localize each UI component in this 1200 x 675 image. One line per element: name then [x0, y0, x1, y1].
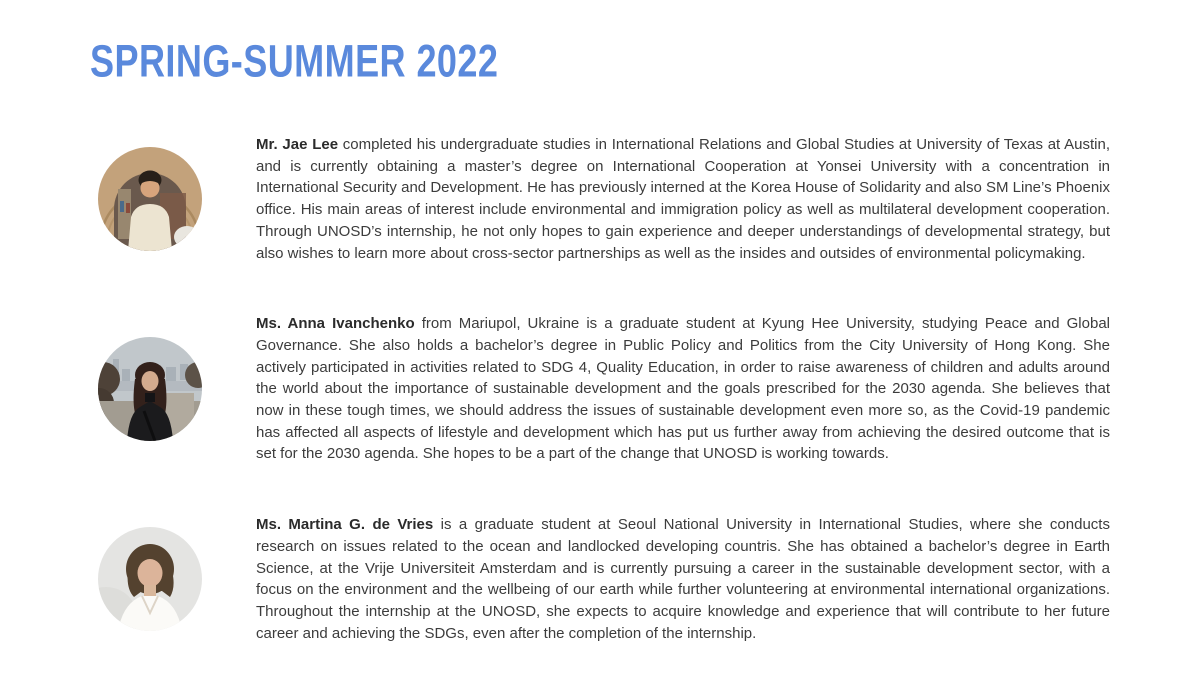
profile-bio-text: is a graduate student at Seoul National University in International Studies, where she conducts research on issues related to the ocean and landlocked developing countris. She has obtained a bachelor’s degree in Earth Science, at the Vrije Universiteit Amsterdam and is currently pursuing a career in the sustainable development sector, with a focus on the environment and the wellbeing of our earth while further volunteering at environmental international organizations. Throughout the internship at the UNOSD, she expects to acquire knowledge and experience that will contribute to her future career and achieving the SDGs, even after the completion of the internship.: [256, 516, 1110, 642]
profile-row-martina-de-vries: [98, 514, 1110, 644]
profile-photo-anna-ivanchenko: [98, 337, 202, 441]
profile-name: Mr. Jae Lee: [256, 136, 339, 153]
profile-row-jae-lee: [98, 134, 1110, 264]
profile-photo-martina-de-vries: [98, 527, 202, 631]
profile-row-anna-ivanchenko: [98, 313, 1110, 465]
profile-bio-text: from Mariupol, Ukraine is a graduate student at Kyung Hee University, studying Peace and Global Governance. She also holds a bachelor’s degree in Public Policy and Politics from the City University of Hong Kong. She actively participated in activities related to SDG 4, Quality Education, in order to raise awareness of children and adults around the world about the importance of sustainable development and the goals prescribed for the 2030 agenda. She believes that now in these tough times, we should address the issues of sustainable development even more so, as the Covid-19 pandemic has affected all aspects of lifestyle and development which has put us further away from achieving the desired outcome that is set for the 2030 agenda. She hopes to be a part of the change that UNOSD is working towards.: [256, 315, 1110, 463]
profile-list: [90, 134, 1110, 644]
profile-name: Ms. Martina G. de Vries: [256, 516, 434, 534]
studio-portrait-image: [98, 527, 202, 631]
city-hill-portrait-image: [98, 337, 202, 441]
profile-bio: [256, 134, 1110, 264]
archway-portrait-image: [98, 147, 202, 251]
profile-bio: [256, 514, 1110, 644]
page-title: SPRING-SUMMER 2022: [90, 36, 499, 87]
profile-name: Ms. Anna Ivanchenko: [256, 315, 415, 333]
profile-photo-jae-lee: [98, 147, 202, 251]
profile-bio: [256, 313, 1110, 465]
profile-bio-text: completed his undergraduate studies in International Relations and Global Studies at University of Texas at Austin, and is currently obtaining a master’s degree on International Cooperation at Yonsei University with a concentration in International Security and Development. He has previously interned at the Korea House of Solidarity and also SM Line’s Phoenix office. His main areas of interest include environmental and immigration policy as well as multilateral development cooperation. Through UNOSD’s internship, he not only hopes to gain experience and deeper understandings of developmental strategy, but also wishes to learn more about cross-sector partnerships as well as the insides and outsides of environmental policymaking.: [256, 136, 1110, 262]
